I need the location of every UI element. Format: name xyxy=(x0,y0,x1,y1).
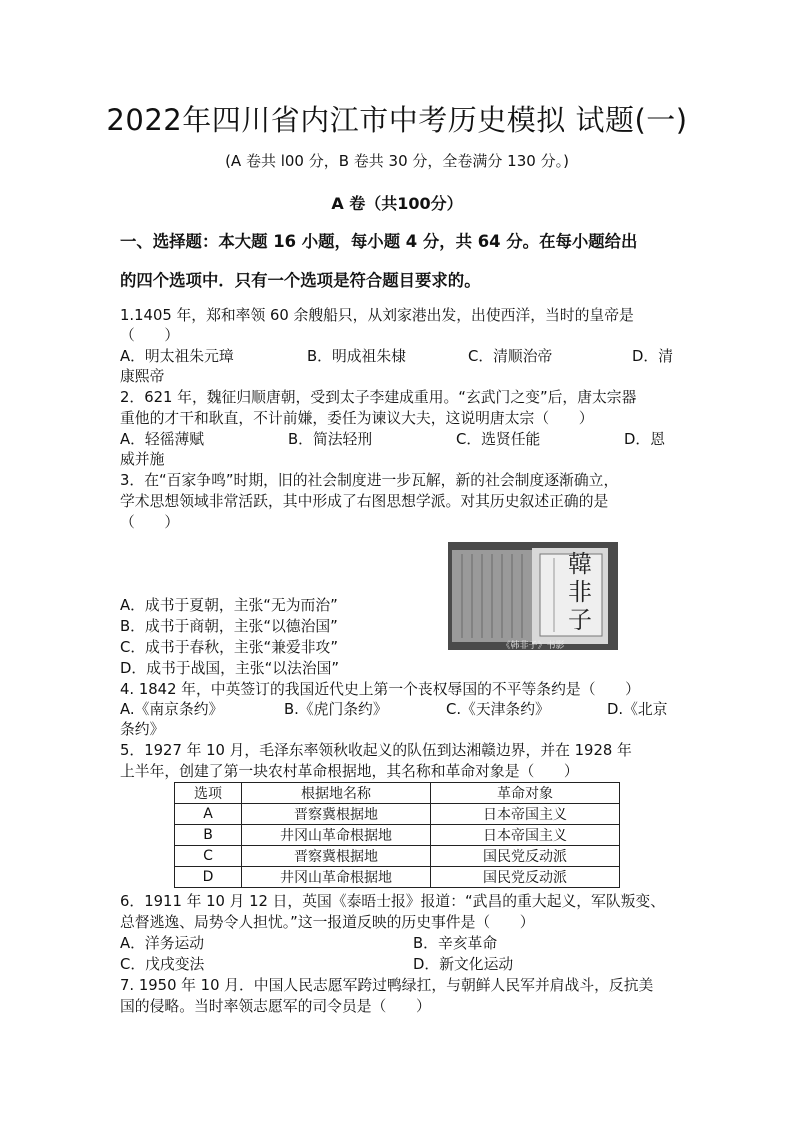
q2-option-c: C．选贤任能 xyxy=(456,431,541,448)
table-cell: 井冈山革命根据地 xyxy=(242,825,431,846)
table-row xyxy=(175,846,620,867)
q2-option-b: B．简法轻刑 xyxy=(288,431,373,448)
table-header-cell: 根据地名称 xyxy=(242,783,431,804)
book-glyph-1: 韓 xyxy=(568,550,592,578)
q6-stem-line1: 6．1911 年 10 月 12 日，英国《泰晤士报》报道：“武昌的重大起义，军队叛变、 xyxy=(120,893,666,910)
q6-option-b: B．辛亥革命 xyxy=(413,935,498,952)
q5-stem-line1: 5．1927 年 10 月，毛泽东率领秋收起义的队伍到达湘赣边界，并在 1928 年 xyxy=(120,742,632,759)
q1-option-a: A．明太祖朱元璋 xyxy=(120,348,234,365)
q6-option-c: C．戊戌变法 xyxy=(120,956,205,973)
q3-option-c: C．成书于春秋，主张“兼爱非攻” xyxy=(120,639,339,656)
q3-option-a: A．成书于夏朝，主张“无为而治” xyxy=(120,597,338,614)
q6-option-d: D．新文化运动 xyxy=(413,956,514,973)
q1-option-d: D．清 xyxy=(632,348,673,365)
q6-option-a: A．洋务运动 xyxy=(120,935,205,952)
han-feizi-book-image xyxy=(448,542,618,650)
table-cell: B xyxy=(175,825,242,846)
table-header-row xyxy=(175,783,620,804)
q4-option-c: C.《天津条约》 xyxy=(446,701,550,718)
table-cell: D xyxy=(175,867,242,888)
section-a-title: A 卷（共100分） xyxy=(331,194,463,213)
book-glyph-2: 非 xyxy=(568,578,592,606)
part1-instructions-line2: 的四个选项中．只有一个选项是符合题目要求的。 xyxy=(120,271,481,290)
q7-stem-line2: 国的侵略。当时率领志愿军的司令员是（ ） xyxy=(120,998,431,1015)
q4-stem: 4. 1842 年，中英签订的我国近代史上第一个丧权辱国的不平等条约是（ ） xyxy=(120,681,640,698)
q3-stem-line2: 学术思想领域非常活跃，其中形成了右图思想学派。对其历史叙述正确的是 xyxy=(120,493,609,510)
q1-stem: 1.1405 年，郑和率领 60 余艘船只，从刘家港出发，出使西洋，当时的皇帝是 xyxy=(120,307,634,324)
q5-options-table xyxy=(174,782,620,888)
q4-option-b: B.《虎门条约》 xyxy=(284,701,388,718)
q2-option-a: A．轻徭薄赋 xyxy=(120,431,205,448)
q2-stem-line1: 2．621 年，魏征归顺唐朝，受到太子李建成重用。“玄武门之变”后，唐太宗器 xyxy=(120,389,637,406)
q2-option-d-wrap: 威并施 xyxy=(120,451,165,468)
score-note: (A 卷共 l00 分，B 卷共 30 分，全卷满分 130 分。) xyxy=(225,152,569,170)
table-header-cell: 革命对象 xyxy=(431,783,620,804)
q1-option-c: C．清顺治帝 xyxy=(468,348,553,365)
q4-option-d-wrap: 条约》 xyxy=(120,721,165,738)
book-image-caption: 《韩非子》书影 xyxy=(501,641,565,651)
table-row xyxy=(175,825,620,846)
table-cell: 晋察冀根据地 xyxy=(242,804,431,825)
q4-option-d: D.《北京 xyxy=(607,701,668,718)
table-cell: 国民党反动派 xyxy=(431,867,620,888)
q3-blank: （ ） xyxy=(120,514,180,531)
part1-instructions-line1: 一、选择题：本大题 16 小题，每小题 4 分，共 64 分。在每小题给出 xyxy=(120,232,638,251)
q4-option-a: A.《南京条约》 xyxy=(120,701,224,718)
table-cell: 井冈山革命根据地 xyxy=(242,867,431,888)
q3-stem-line1: 3．在“百家争鸣”时期，旧的社会制度进一步瓦解，新的社会制度逐渐确立， xyxy=(120,472,619,489)
table-cell: 晋察冀根据地 xyxy=(242,846,431,867)
table-cell: A xyxy=(175,804,242,825)
table-cell: C xyxy=(175,846,242,867)
table-row xyxy=(175,804,620,825)
q3-option-b: B．成书于商朝，主张“以德治国” xyxy=(120,618,338,635)
q7-stem-line1: 7. 1950 年 10 月．中国人民志愿军跨过鸭绿扛，与朝鲜人民军并肩战斗，反抗美 xyxy=(120,977,654,994)
q5-stem-line2: 上半年，创建了第一块农村革命根据地，其名称和革命对象是（ ） xyxy=(120,763,579,780)
q1-option-b: B．明成祖朱棣 xyxy=(307,348,406,365)
table-header-cell: 选项 xyxy=(175,783,242,804)
table-cell: 日本帝国主义 xyxy=(431,804,620,825)
table-cell: 日本帝国主义 xyxy=(431,825,620,846)
table-row xyxy=(175,867,620,888)
table-cell: 国民党反动派 xyxy=(431,846,620,867)
book-glyph-3: 子 xyxy=(568,606,592,634)
q2-stem-line2: 重他的才干和耿直，不计前嫌，委任为谏议大夫，这说明唐太宗（ ） xyxy=(120,410,594,427)
q3-option-d: D．成书于战国，主张“以法治国” xyxy=(120,660,340,677)
q1-option-d-wrap: 康熙帝 xyxy=(120,368,165,385)
q2-option-d: D．恩 xyxy=(624,431,665,448)
page-title: 2022年四川省内江市中考历史模拟 试题(一) xyxy=(106,103,688,137)
q1-blank: （ ） xyxy=(120,327,180,344)
q6-stem-line2: 总督逃逸、局势令人担忧。”这一报道反映的历史事件是（ ） xyxy=(120,914,535,931)
